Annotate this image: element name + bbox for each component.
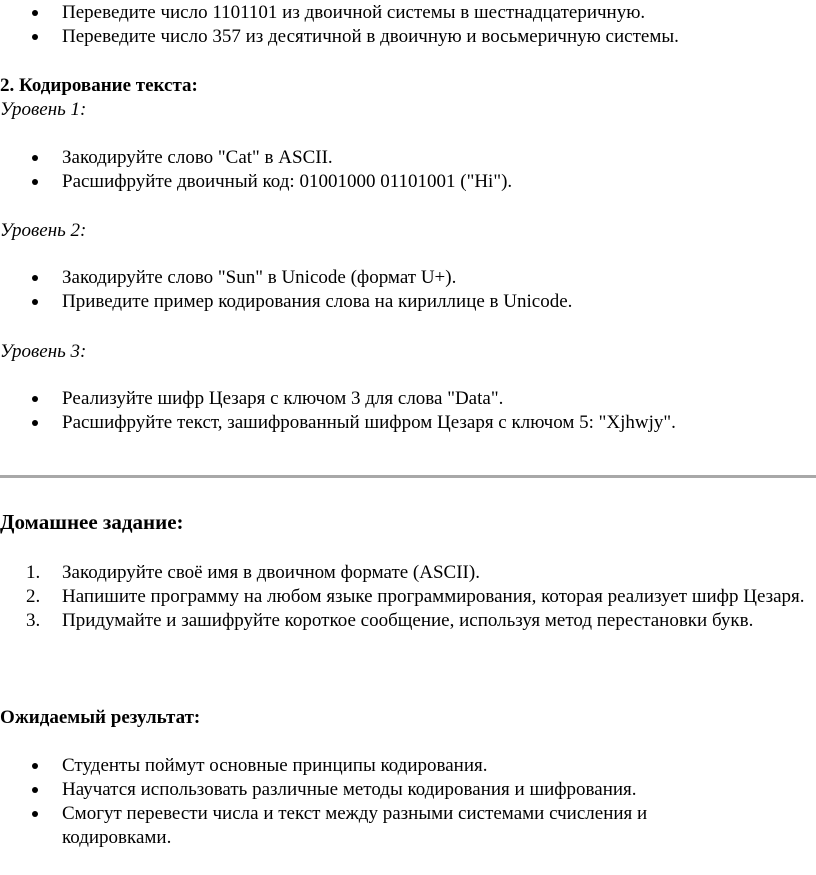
- homework-heading: Домашнее задание:: [0, 510, 184, 534]
- list-item: Закодируйте слово "Sun" в Unicode (формат U+).: [0, 266, 816, 290]
- item-number: 3.: [26, 610, 41, 631]
- level-2-list: [0, 266, 816, 314]
- section-heading: 2. Кодирование текста:: [0, 75, 198, 96]
- result-list: [0, 754, 816, 850]
- homework-list: [0, 561, 816, 633]
- result-heading: Ожидаемый результат:: [0, 707, 201, 728]
- item-text: Напишите программу на любом языке программирования, которая реализует шифр Цезаря.: [62, 586, 805, 607]
- level-1-list: [0, 146, 816, 194]
- item-text: Закодируйте своё имя в двоичном формате (ASCII).: [62, 562, 480, 583]
- level-3-list: [0, 387, 816, 435]
- level-label: Уровень 1:: [0, 99, 87, 120]
- list-item: Переведите число 357 из десятичной в двоичную и восьмеричную системы.: [0, 25, 816, 49]
- item-number: 2.: [26, 586, 41, 607]
- list-item: Реализуйте шифр Цезаря с ключом 3 для слова "Data".: [0, 387, 816, 411]
- level-label: Уровень 3:: [0, 341, 87, 362]
- list-item: Студенты поймут основные принципы кодирования.: [0, 754, 816, 778]
- list-item: [0, 585, 816, 609]
- list-item: Научатся использовать различные методы кодирования и шифрования.: [0, 778, 816, 802]
- level-label: Уровень 2:: [0, 220, 87, 241]
- horizontal-divider: [0, 475, 816, 478]
- list-item: [0, 561, 816, 585]
- list-item: Расшифруйте двоичный код: 01001000 01101001 ("Hi").: [0, 170, 816, 194]
- list-item: [0, 609, 816, 633]
- list-item: Смогут перевести числа и текст между разными системами счисления и кодировками.: [0, 802, 816, 850]
- list-item: Приведите пример кодирования слова на кириллице в Unicode.: [0, 290, 816, 314]
- top-task-list: [0, 1, 816, 49]
- item-number: 1.: [26, 562, 41, 583]
- list-item: Закодируйте слово "Cat" в ASCII.: [0, 146, 816, 170]
- item-text: Придумайте и зашифруйте короткое сообщение, используя метод перестановки букв.: [62, 610, 754, 631]
- list-item: Расшифруйте текст, зашифрованный шифром Цезаря с ключом 5: "Xjhwjy".: [0, 411, 816, 435]
- list-item: Переведите число 1101101 из двоичной системы в шестнадцатеричную.: [0, 1, 816, 25]
